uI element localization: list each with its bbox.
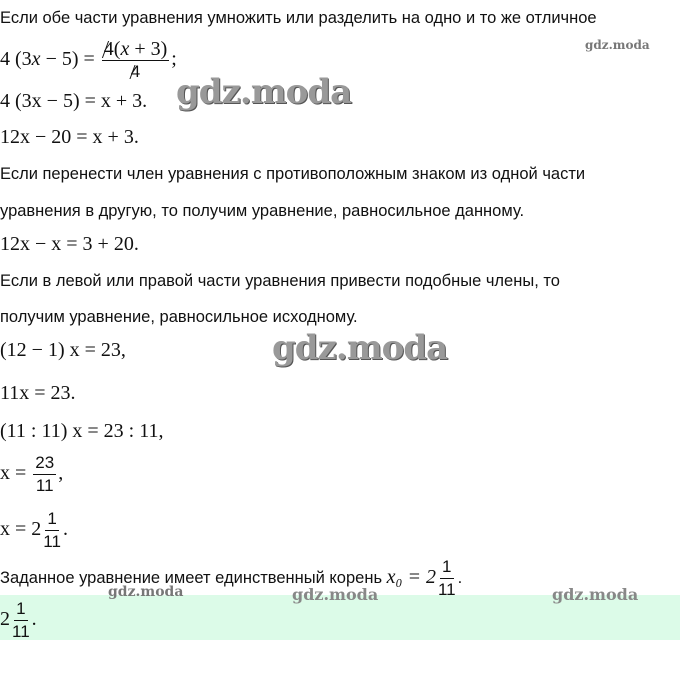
equation-4: 12x − x = 3 + 20. xyxy=(0,233,139,255)
fraction xyxy=(33,452,56,497)
fraction xyxy=(12,598,30,643)
eq-part: 4 (3 xyxy=(0,48,32,71)
watermark: gdz.moda xyxy=(176,72,352,112)
denominator: 11 xyxy=(35,476,54,495)
eq-part: ( xyxy=(113,38,121,60)
eq-part: x₀ = 2 xyxy=(386,566,436,588)
eq-part: x = xyxy=(0,462,32,485)
watermark: gdz.moda xyxy=(552,585,639,604)
conclusion-text: Заданное уравнение имеет единственный корень xyxy=(0,569,387,587)
fraction xyxy=(43,508,61,553)
text-line: получим уравнение, равносильное исходному. xyxy=(0,308,358,326)
conclusion-line xyxy=(0,554,462,601)
numerator: 1 xyxy=(45,508,58,531)
text-line: Если обе части уравнения умножить или разделить на одно и то же отличное xyxy=(0,9,597,27)
text-line: Если в левой или правой части уравнения привести подобные члены, то xyxy=(0,272,560,290)
watermark: gdz.moda xyxy=(292,585,379,604)
equation-3: 12x − 20 = x + 3. xyxy=(0,126,139,148)
eq-part: + 3) xyxy=(129,38,168,60)
numerator: 23 xyxy=(33,452,56,475)
eq-part: − 5) = xyxy=(40,48,100,71)
watermark: gdz.moda xyxy=(108,584,184,600)
equation-7: (11 : 11) x = 23 : 11, xyxy=(0,420,164,442)
eq-part: 4 xyxy=(103,38,114,60)
text-line: уравнения в другую, то получим уравнение, равносильное данному. xyxy=(0,202,525,220)
equation-2: 4 (3x − 5) = x + 3. xyxy=(0,90,148,112)
equation-5: (12 − 1) x = 23, xyxy=(0,339,126,361)
eq-part: ; xyxy=(171,48,177,71)
eq-part: , xyxy=(58,462,64,485)
watermark: gdz.moda xyxy=(272,328,448,368)
denominator: 11 xyxy=(12,622,30,641)
text-line: Если перенести член уравнения с противоположным знаком из одной части xyxy=(0,165,586,183)
eq-part: . xyxy=(62,518,68,541)
equation-9 xyxy=(0,508,68,553)
numerator: 1 xyxy=(440,556,453,579)
eq-part: . xyxy=(457,569,463,587)
eq-part: . xyxy=(31,608,37,631)
numerator: 1 xyxy=(14,598,27,621)
denominator: 11 xyxy=(43,532,61,551)
equation-8 xyxy=(0,452,63,497)
fraction: $\frac{4(x + 3)}{4}$ xyxy=(103,38,168,81)
fraction xyxy=(438,556,456,601)
equation-6: 11x = 23. xyxy=(0,382,76,404)
denominator: 11 xyxy=(437,580,456,600)
answer xyxy=(0,598,37,643)
watermark: gdz.moda xyxy=(585,38,650,52)
eq-part: x = 2 xyxy=(0,518,42,541)
answer-whole: 2 xyxy=(0,608,10,631)
equation-1: 4 (3x − 5) = $\frac{4(x + 3)}{4}$ ; xyxy=(0,38,177,81)
eq-part: 4 xyxy=(130,62,141,81)
